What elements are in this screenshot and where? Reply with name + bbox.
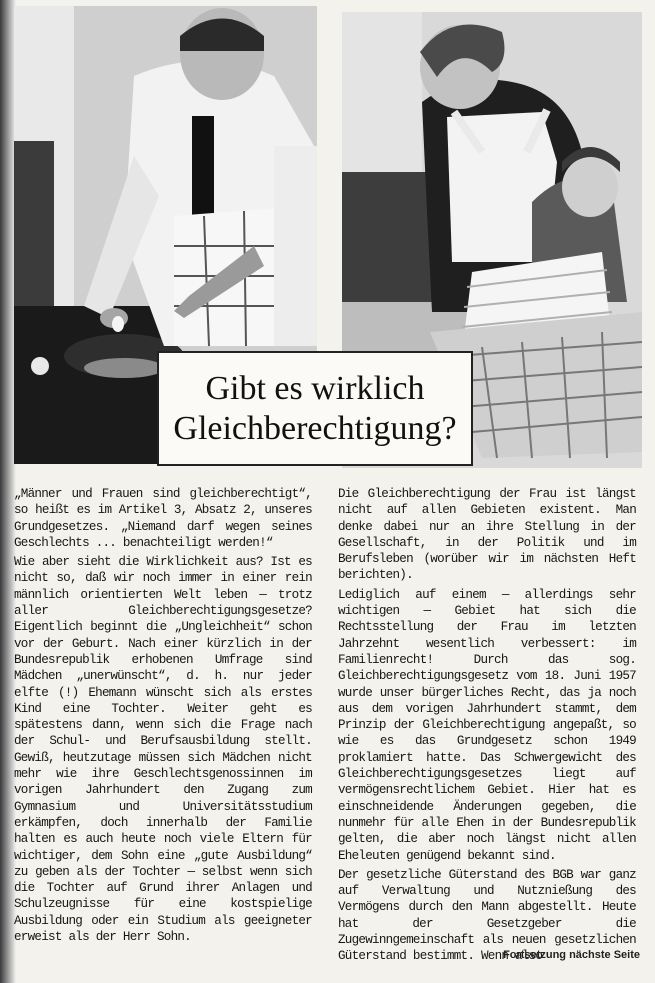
continuation-note: Fortsetzung nächste Seite	[503, 949, 640, 961]
article-paragraph: Wie aber sieht die Wirklichkeit aus? Ist es nicht so, daß wir noch immer in einer rein männlich orientierten Welt leben — trotz aller Gleichberechtigungsgesetze? Eigentlich beginnt die „Ungleichheit“ schon vor der Geburt. Nach einer kürzlich in der Bundesrepublik erhobenen Umfrage sind Mädchen „unerwünscht“, d. h. nur jeder elfte (!) Ehemann wünscht sich als erstes Kind eine Tochter. Weiter geht es spätestens dann, wenn sich die Frage nach der Schul- und Berufsausbildung stellt. Gewiß, heutzutage müssen sich Mädchen nicht mehr wie ihre Geschlechtsgenossinnen im vorigen Jahrhundert den Zugang zum Gymnasium und Universitätsstudium erkämpfen, doch innerhalb der Familie halten es auch heute noch viele Eltern für wichtiger, dem Sohn eine „gute Ausbildung“ zu geben als der Tochter — selbst wenn sich die Tochter auf Grund ihrer Anlagen und Schulzeugnisse für eine kostspielige Ausbildung oder ein Studium als geeigneter erweist als der Herr Sohn.	[14, 555, 312, 945]
headline-box	[157, 351, 473, 466]
article-paragraph: Lediglich auf einem — allerdings sehr wichtigen — Gebiet hat sich die Rechtsstellung der Frau im letzten Jahrzehnt wesentlich verbessert: im Familienrecht! Durch das sog. Gleichberechtigungsgesetz vom 18. Juni 1957 wurde unser bürgerliches Recht, das ja noch aus dem vorigen Jahrhundert stammt, dem Prinzip der Gleichberechtigung angepaßt, so wie es das Grundgesetz schon 1949 proklamiert hatte. Das Schwergewicht des Gleichberechtigungsgesetzes liegt auf vermögensrechtlichem Gebiet. Hier hat es einschneidende Änderungen gegeben, die nunmehr für alle Ehen in der Bundesrepublik gelten, die aber noch längst nicht allen Eheleuten genügend bekannt sind.	[338, 587, 636, 863]
article-paragraph: Die Gleichberechtigung der Frau ist längst nicht auf allen Gebieten existent. Man denke dabei nur an ihre Stellung in der Gesellschaft, in der Politik und im Berufsleben (worüber wir im nächsten Heft berichten).	[338, 487, 636, 583]
headline-line-1: Gibt es wirklich	[205, 369, 425, 407]
headline-line-2: Gleichberechtigung?	[173, 409, 457, 447]
article-paragraph: Der gesetzliche Güterstand des BGB war ganz auf Verwaltung und Nutznießung des Vermögens durch den Mann abgestellt. Heute hat der Gesetzgeber die Zugewinngemeinschaft als neuen gesetzlichen Güterstand bestimmt. Wenn also	[338, 867, 636, 964]
article-column-right	[338, 486, 636, 968]
article-column-left	[14, 486, 312, 948]
article-paragraph: „Männer und Frauen sind gleichberechtigt“, so heißt es im Artikel 3, Absatz 2, unseres Grundgesetzes. „Niemand darf wegen seines Geschlechts ... benachteiligt werden!“	[14, 487, 312, 550]
